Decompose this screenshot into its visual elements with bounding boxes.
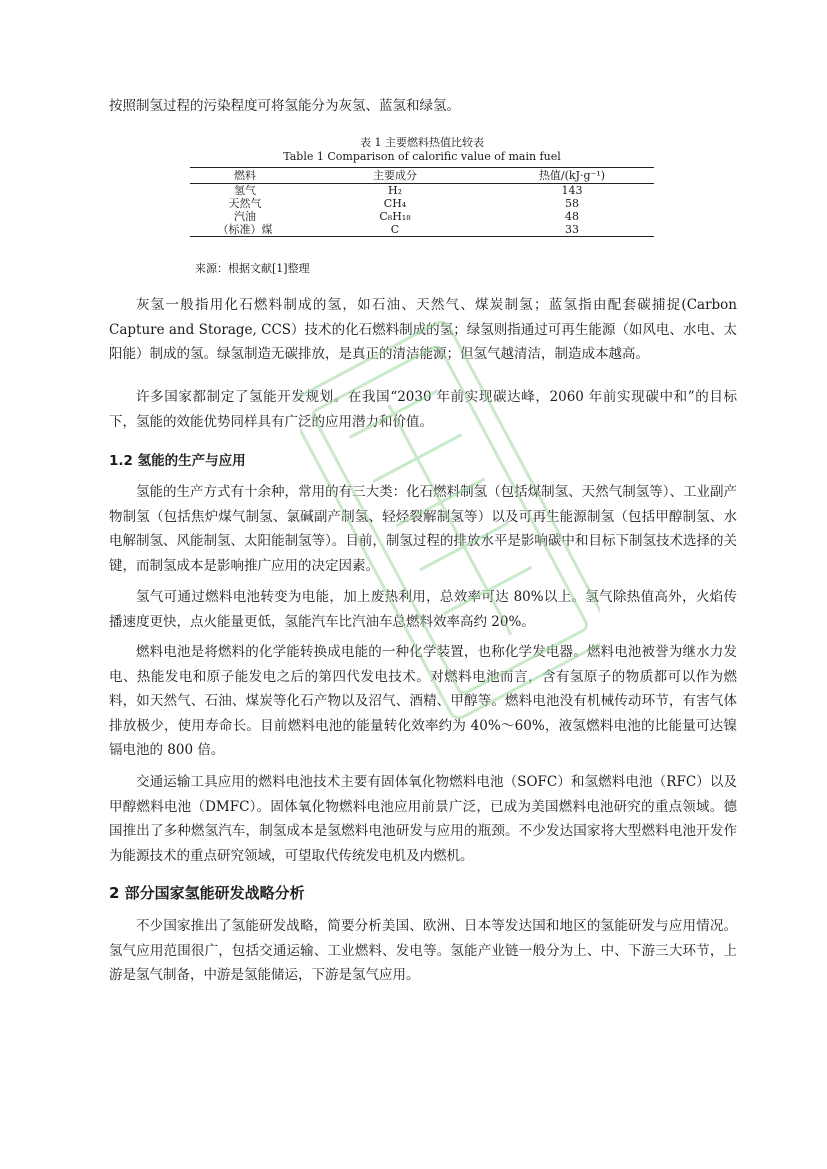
cell-fuel: 汽油 [234,210,256,223]
cell-value: 58 [565,197,579,210]
cell-component: H₂ [387,184,402,197]
cell-value: 143 [561,184,583,197]
section-heading-1-2: 1.2 氢能的生产与应用 [109,453,246,469]
header-fuel: 燃料 [190,168,300,184]
table-header-row [190,168,654,184]
paragraph-production-methods: 氢能的生产方式有十余种，常用的有三大类：化石燃料制氢（包括煤制氢、天然气制氢等）、工业副产物制氢（包括焦炉煤气制氢、氯碱副产制氢、轻烃裂解制氢等）以及可再生能源制氢（包括甲醇制氢、水电解制氢、风能制氢、太阳能制氢等）。目前，制氢过程的排放水平是影响碳中和目标下制氢技术选择的关键，而制氢成本是影响推广应用的决定因素。 [109,484,737,574]
table-row [190,184,654,198]
table-caption-en: Table 1 Comparison of calorific value of main fuel [283,150,561,163]
section-heading-2: 2 部分国家氢能研发战略分析 [109,884,305,902]
paragraph-grey-blue-green-hydrogen: 灰氢一般指用化石燃料制成的氢，如石油、天然气、煤炭制氢；蓝氢指由配套碳捕捉(Carbon Capture and Storage, CCS）技术的化石燃料制成的氢；绿氢则指通过可再生能源（如风电、水电、太阳能）制成的氢。绿氢制造无碳排放，是真正的清洁能源；但氢气越清洁，制造成本越高。 [109,297,737,362]
cell-fuel: 天然气 [228,197,262,210]
paragraph-strategy-overview: 不少国家推出了氢能研发战略，简要分析美国、欧洲、日本等发达国和地区的氢能研发与应用情况。氢气应用范围很广，包括交通运输、工业燃料、发电等。氢能产业链一般分为上、中、下游三大环节，上游是氢气制备，中游是氢能储运，下游是氢气应用。 [109,918,737,983]
cell-component: C₈H₁₈ [379,210,411,223]
table-row [190,210,654,223]
cell-fuel: （标准）煤 [190,223,300,237]
cell-component: CH₄ [383,197,407,210]
header-component: 主要成分 [300,168,490,184]
header-value: 热值/(kJ·g⁻¹) [490,168,654,184]
table-caption-cn: 表 1 主要燃料热值比较表 [360,136,484,149]
cell-fuel: 氢气 [234,184,256,197]
paragraph-fuel-efficiency: 氢气可通过燃料电池转变为电能，加上废热利用，总效率可达 80%以上。氢气除热值高外，火焰传播速度更快，点火能量更低，氢能汽车比汽油车总燃料效率高约 20%。 [109,589,737,630]
fuel-calorific-table [190,167,654,237]
paragraph-transport-fuel-cells: 交通运输工具应用的燃料电池技术主要有固体氧化物燃料电池（SOFC）和氢燃料电池（RFC）以及甲醇燃料电池（DMFC）。固体氧化物燃料电池应用前景广泛，已成为美国燃料电池研究的重点领域。德国推出了多种燃氢汽车，制氢成本是氢燃料电池研发与应用的瓶颈。不少发达国家将大型燃料电池开发作为能源技术的重点研究领域，可望取代传统发电机及内燃机。 [109,774,737,864]
table-source-note: 来源：根据文献[1]整理 [195,262,310,275]
cell-value: 48 [565,210,579,223]
intro-line: 按照制氢过程的污染程度可将氢能分为灰氢、蓝氢和绿氢。 [109,98,460,114]
paragraph-fuel-cells: 燃料电池是将燃料的化学能转换成电能的一种化学装置，也称化学发电器。燃料电池被誉为继水力发电、热能发电和原子能发电之后的第四代发电技术。对燃料电池而言，含有氢原子的物质都可以作为燃料，如天然气、石油、煤炭等化石产物以及沼气、酒精、甲醇等。燃料电池没有机械传动环节，有害气体排放极少，使用寿命长。目前燃料电池的能量转化效率约为 40%～60%，液氢燃料电池的比能量可达镍镉电池的 800 倍。 [109,644,737,758]
cell-value: 33 [490,223,654,237]
table-row [190,223,654,237]
table-row [190,197,654,210]
paragraph-national-plans: 许多国家都制定了氢能开发规划。在我国“2030 年前实现碳达峰，2060 年前实现碳中和”的目标下，氢能的效能优势同样具有广泛的应用潜力和价值。 [109,389,737,430]
cell-component: C [300,223,490,237]
